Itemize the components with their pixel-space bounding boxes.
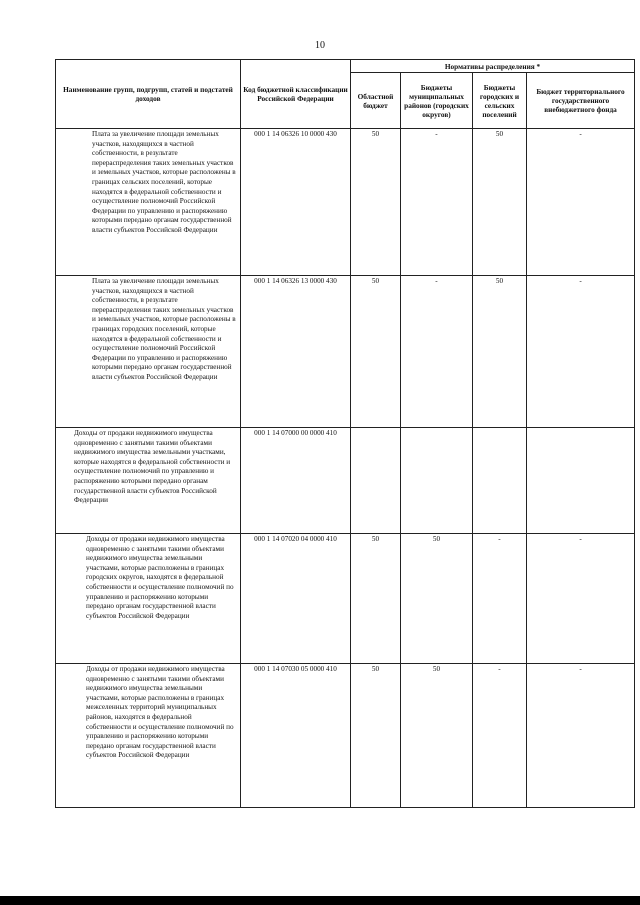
row-fund: - xyxy=(527,534,635,664)
row-code: 000 1 14 07000 00 0000 410 xyxy=(241,428,351,534)
table-row xyxy=(56,276,635,428)
row-name: Доходы от продажи недвижимого имущества одновременно с занятыми такими объектами недвижимого имущества земельными участками, которые находятся в федеральной собственности и осуществление полномочий по управлению и распоряжению которыми передано органам государственной власти субъектов Российской Федерации xyxy=(56,428,241,534)
row-regional: 50 xyxy=(351,129,401,276)
row-regional: 50 xyxy=(351,534,401,664)
row-municipal: - xyxy=(401,276,473,428)
table-row xyxy=(56,664,635,808)
table-row xyxy=(56,129,635,276)
row-regional: 50 xyxy=(351,276,401,428)
row-name: Плата за увеличение площади земельных участков, находящихся в частной собственности, в результате перераспределения таких земельных участков и земельных участков, которые расположены в границах сельских поселений, которые находятся в федеральной собственности и осуществление полномочий Российской Федерации по управлению и распоряжению которыми передано органам государственной власти субъектов Российской Федерации xyxy=(56,129,241,276)
row-municipal: - xyxy=(401,129,473,276)
row-settlements: - xyxy=(473,664,527,808)
row-settlements: - xyxy=(473,534,527,664)
header-normatives: Нормативы распределения * xyxy=(351,60,635,73)
header-code: Код бюджетной классификации Российской Федерации xyxy=(241,60,351,129)
page-number: 10 xyxy=(315,40,325,51)
row-name: Плата за увеличение площади земельных участков, находящихся в частной собственности, в результате перераспределения таких земельных участков и земельных участков, которые расположены в границах городских поселений, которые находятся в федеральной собственности и осуществление полномочий Российской Федерации по управлению и распоряжению которыми передано органам государственной власти субъектов Российской Федерации xyxy=(56,276,241,428)
row-municipal: 50 xyxy=(401,664,473,808)
header-municipal: Бюджеты муниципальных районов (городских округов) xyxy=(401,73,473,129)
row-code: 000 1 14 07020 04 0000 410 xyxy=(241,534,351,664)
row-code: 000 1 14 06326 13 0000 430 xyxy=(241,276,351,428)
header-row-top xyxy=(56,60,635,73)
table-row xyxy=(56,534,635,664)
row-name: Доходы от продажи недвижимого имущества одновременно с занятыми такими объектами недвижимого имущества земельными участками, которые расположены в границах городских округов, находятся в федеральной собственности и осуществление полномочий по управлению и распоряжению которыми передано органам государственной власти субъектов Российской Федерации xyxy=(56,534,241,664)
header-territorial-fund: Бюджет территориального государственного внебюджетного фонда xyxy=(527,73,635,129)
row-fund: - xyxy=(527,276,635,428)
row-settlements: 50 xyxy=(473,129,527,276)
row-municipal xyxy=(401,428,473,534)
row-code: 000 1 14 06326 10 0000 430 xyxy=(241,129,351,276)
row-name: Доходы от продажи недвижимого имущества одновременно с занятыми такими объектами недвижимого имущества земельными участками, которые расположены в границах межселенных территорий муниципальных районов, находятся в федеральной собственности и осуществление полномочий по управлению и распоряжению которыми передано органам государственной власти субъектов Российской Федерации xyxy=(56,664,241,808)
row-regional: 50 xyxy=(351,664,401,808)
header-name: Наименование групп, подгрупп, статей и подстатей доходов xyxy=(56,60,241,129)
row-code: 000 1 14 07030 05 0000 410 xyxy=(241,664,351,808)
scan-bottom-edge xyxy=(0,896,640,905)
row-municipal: 50 xyxy=(401,534,473,664)
row-settlements: 50 xyxy=(473,276,527,428)
header-settlements: Бюджеты городских и сельских поселений xyxy=(473,73,527,129)
budget-distribution-table xyxy=(55,59,635,808)
row-fund: - xyxy=(527,664,635,808)
row-fund: - xyxy=(527,129,635,276)
table-row xyxy=(56,428,635,534)
row-settlements xyxy=(473,428,527,534)
header-regional: Областной бюджет xyxy=(351,73,401,129)
row-regional xyxy=(351,428,401,534)
row-fund xyxy=(527,428,635,534)
